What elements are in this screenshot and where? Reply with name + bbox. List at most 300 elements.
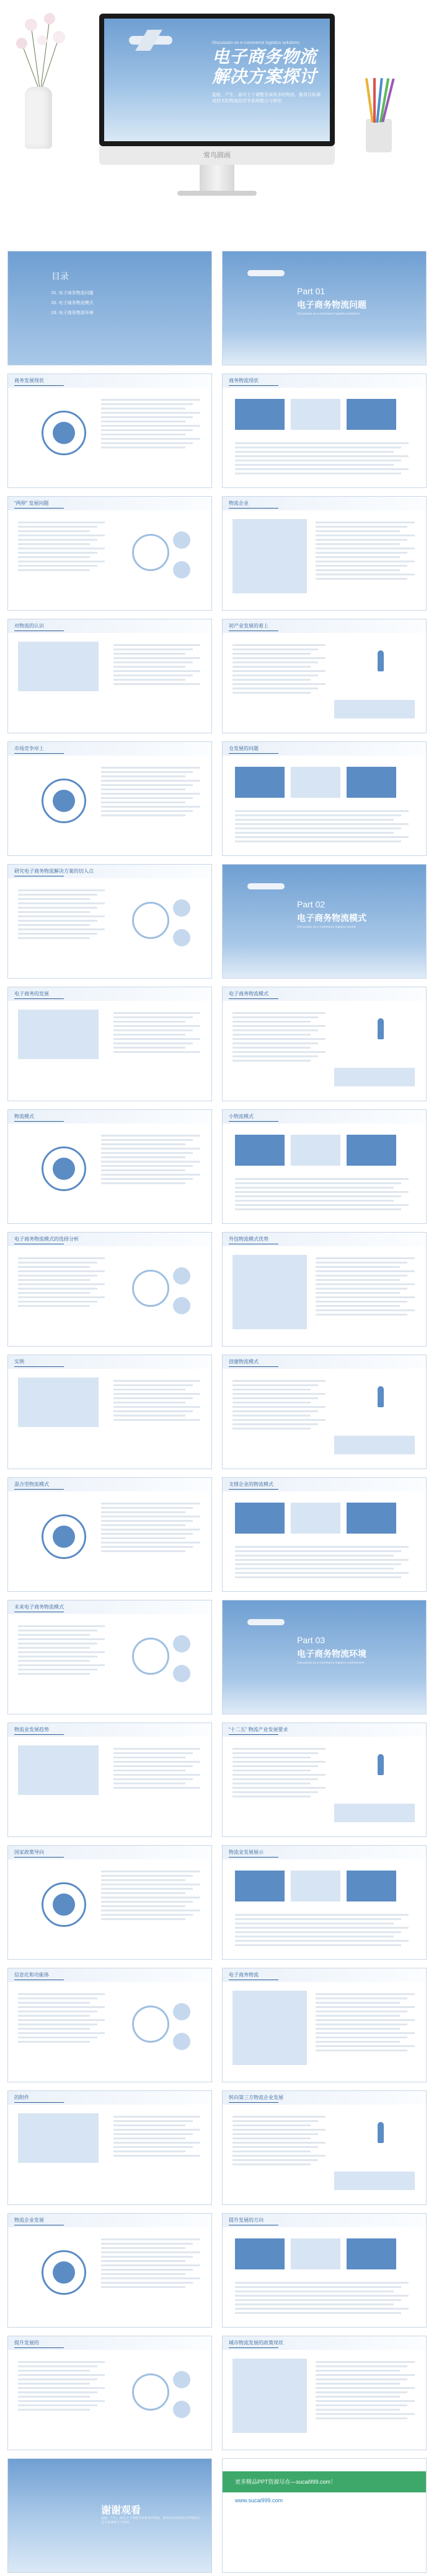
title-underline — [14, 998, 64, 999]
text-placeholder-line — [101, 1871, 200, 1872]
text-placeholder-line — [235, 810, 409, 812]
text-placeholder-line — [232, 670, 326, 672]
section-part-label: Part 03 — [297, 1635, 326, 1645]
text-placeholder-line — [113, 1038, 200, 1040]
section-part-label: Part 01 — [297, 286, 326, 296]
text-placeholder-line — [235, 473, 401, 474]
text-placeholder-line — [232, 2159, 318, 2161]
text-placeholder-line — [101, 806, 200, 808]
text-placeholder-line — [101, 1888, 193, 1890]
text-placeholder-line — [232, 1380, 326, 1382]
text-placeholder-line — [18, 2409, 90, 2411]
text-placeholder-line — [316, 2409, 400, 2411]
text-placeholder-line — [316, 1257, 415, 1259]
title-underline — [229, 998, 278, 999]
text-placeholder-line — [18, 2400, 105, 2402]
text-placeholder-line — [101, 412, 200, 414]
slide-title: 物流业发展展示 — [229, 1849, 264, 1855]
title-underline — [14, 1734, 64, 1735]
text-placeholder-line — [235, 464, 394, 466]
text-placeholder-line — [18, 898, 90, 900]
circle-diagram-node — [173, 2371, 190, 2388]
text-placeholder-line — [113, 1021, 185, 1023]
text-placeholder-line — [101, 1537, 185, 1539]
slide-thumbnail[interactable] — [7, 1968, 212, 2082]
text-placeholder-line — [316, 556, 400, 558]
text-placeholder-line — [232, 1016, 318, 1018]
text-placeholder-line — [113, 661, 193, 663]
hero-mockup — [0, 0, 434, 245]
slide-title: 混合型物流模式 — [14, 1482, 49, 1487]
text-placeholder-line — [113, 679, 185, 681]
text-placeholder-line — [235, 1195, 401, 1197]
text-placeholder-line — [316, 2011, 407, 2012]
slide-thumbnail[interactable] — [7, 1355, 212, 1469]
title-underline — [14, 1121, 64, 1122]
slide-title: 国家政策导向 — [14, 1849, 44, 1855]
text-placeholder-line — [316, 548, 415, 549]
slide-thumbnail[interactable] — [222, 1600, 427, 1714]
text-placeholder-line — [235, 1568, 394, 1570]
slide-thumbnail[interactable] — [7, 496, 212, 611]
cloud-decoration — [334, 2172, 415, 2190]
text-placeholder-line — [18, 2374, 105, 2376]
text-placeholder-line — [232, 2155, 326, 2157]
image-placeholder — [291, 767, 340, 798]
text-placeholder-line — [316, 2041, 400, 2043]
text-placeholder-line — [18, 1288, 97, 1290]
pencil-icon — [365, 78, 374, 123]
slide-thumbnail[interactable] — [7, 2090, 212, 2205]
text-placeholder-line — [101, 1165, 193, 1167]
text-placeholder-line — [316, 2378, 407, 2380]
text-placeholder-line — [18, 2011, 97, 2012]
text-placeholder-line — [232, 1393, 326, 1395]
text-placeholder-line — [316, 2037, 407, 2038]
text-placeholder-line — [101, 1892, 185, 1894]
text-placeholder-line — [101, 2251, 200, 2253]
circle-diagram-node — [53, 1893, 75, 1916]
hero-subtitle: Discussion on e-commerce logistics solutions — [212, 41, 299, 45]
slide-thumbnail[interactable] — [7, 251, 212, 365]
circle-diagram-node — [173, 1635, 190, 1653]
slide-thumbnail[interactable] — [7, 987, 212, 1101]
text-placeholder-line — [232, 1051, 326, 1053]
text-placeholder-line — [101, 1156, 185, 1158]
circle-diagram-node — [53, 422, 75, 444]
slide-thumbnail[interactable] — [222, 1355, 427, 1469]
text-placeholder-line — [316, 2024, 407, 2025]
text-placeholder-line — [232, 1025, 326, 1027]
text-placeholder-line — [232, 2142, 326, 2144]
text-placeholder-line — [232, 1761, 326, 1763]
slide-thumbnail[interactable] — [222, 373, 427, 488]
slide-thumbnail[interactable] — [7, 741, 212, 856]
text-placeholder-line — [18, 1656, 97, 1657]
text-placeholder-line — [316, 1314, 407, 1316]
image-placeholder — [347, 2238, 396, 2269]
text-placeholder-line — [235, 1191, 409, 1193]
text-placeholder-line — [316, 539, 407, 541]
text-placeholder-line — [113, 1042, 193, 1044]
text-placeholder-line — [113, 1752, 193, 1754]
text-placeholder-line — [101, 447, 185, 448]
text-placeholder-line — [113, 1783, 185, 1784]
slide-thumbnail[interactable] — [7, 373, 212, 488]
title-underline — [229, 1857, 278, 1858]
text-placeholder-line — [113, 1774, 200, 1776]
text-placeholder-line — [101, 1533, 193, 1535]
hero-title-line1: 电子商务物流 — [212, 47, 317, 66]
slide-title: 初产业发展的着上 — [229, 623, 268, 629]
text-placeholder-line — [235, 827, 401, 829]
text-placeholder-line — [235, 1918, 401, 1920]
cloud-decoration — [334, 1436, 415, 1454]
text-placeholder-line — [18, 1270, 105, 1272]
text-placeholder-line — [316, 2032, 415, 2034]
image-placeholder — [18, 642, 99, 691]
text-placeholder-line — [232, 1765, 318, 1767]
text-placeholder-line — [316, 2015, 400, 2017]
circle-diagram-node — [173, 531, 190, 549]
image-placeholder — [235, 1503, 285, 1534]
slide-thumbnail[interactable] — [7, 1722, 212, 1837]
text-placeholder-line — [18, 569, 90, 571]
text-placeholder-line — [235, 1208, 401, 1210]
flower-decoration — [12, 12, 68, 93]
slide-title: 物流企业 — [229, 500, 249, 506]
slide-title: 对物流的认识 — [14, 623, 44, 629]
slide-thumbnail[interactable] — [7, 2458, 212, 2573]
text-placeholder-line — [18, 1301, 97, 1303]
text-placeholder-line — [101, 771, 193, 773]
text-placeholder-line — [18, 552, 97, 554]
image-placeholder — [18, 1745, 99, 1795]
slide-title: 的附件 — [14, 2095, 29, 2100]
text-placeholder-line — [18, 2006, 105, 2008]
text-placeholder-line — [113, 666, 185, 668]
text-placeholder-line — [232, 1410, 318, 1412]
text-placeholder-line — [235, 460, 401, 461]
slide-thumbnail[interactable] — [7, 2213, 212, 2328]
text-placeholder-line — [113, 1415, 185, 1417]
slide-thumbnail[interactable] — [222, 1722, 427, 1837]
text-placeholder-line — [316, 1270, 415, 1272]
title-underline — [14, 1489, 64, 1490]
image-placeholder — [291, 1503, 340, 1534]
image-placeholder — [18, 2113, 99, 2163]
circle-diagram-node — [173, 561, 190, 579]
text-placeholder-line — [232, 1774, 326, 1776]
text-placeholder-line — [113, 2120, 193, 2122]
slide-title: “两停” 发展问题 — [14, 500, 49, 506]
text-placeholder-line — [113, 644, 200, 646]
slide-thumbnail[interactable] — [222, 496, 427, 611]
text-placeholder-line — [232, 2150, 311, 2152]
slide-title: 电子商务物流模式 — [229, 991, 268, 997]
text-placeholder-line — [232, 1042, 318, 1044]
text-placeholder-line — [316, 2002, 400, 2004]
text-placeholder-line — [316, 1292, 400, 1294]
slide-title: 信息化和功能体 — [14, 1972, 49, 1978]
slide-thumbnail[interactable] — [222, 1232, 427, 1347]
text-placeholder-line — [18, 937, 90, 939]
slide-title: 支撑企业的物流模式 — [229, 1482, 273, 1487]
text-placeholder-line — [101, 793, 200, 795]
circle-diagram-node — [132, 534, 169, 571]
text-placeholder-line — [113, 2124, 185, 2126]
text-placeholder-line — [18, 526, 97, 528]
text-placeholder-line — [232, 1012, 326, 1014]
text-placeholder-line — [113, 2133, 193, 2135]
text-placeholder-line — [235, 2290, 394, 2292]
text-placeholder-line — [101, 780, 200, 782]
text-placeholder-line — [316, 2404, 407, 2406]
text-placeholder-line — [101, 1143, 185, 1145]
text-placeholder-line — [18, 530, 90, 532]
text-placeholder-line — [18, 2387, 105, 2389]
text-placeholder-line — [101, 1550, 185, 1552]
slide-thumbnail[interactable] — [7, 1477, 212, 1592]
text-placeholder-line — [101, 1507, 193, 1509]
text-placeholder-line — [113, 1748, 200, 1750]
text-placeholder-line — [235, 1559, 409, 1561]
text-placeholder-line — [232, 2124, 311, 2126]
text-placeholder-line — [316, 1296, 415, 1298]
text-placeholder-line — [101, 2238, 200, 2240]
text-placeholder-line — [113, 2137, 185, 2139]
slide-title: 提升发展的 — [14, 2340, 39, 2346]
text-placeholder-line — [113, 2155, 200, 2157]
slide-title: 物流企业发展 — [14, 2217, 44, 2223]
text-placeholder-line — [235, 442, 409, 444]
text-placeholder-line — [18, 1296, 105, 1298]
text-placeholder-line — [101, 403, 193, 405]
text-placeholder-line — [316, 1283, 415, 1285]
text-placeholder-line — [18, 565, 97, 567]
title-underline — [14, 385, 64, 386]
text-placeholder-line — [18, 889, 105, 891]
slide-title: “十二五” 物流产业发展要求 — [229, 1727, 288, 1732]
text-placeholder-line — [235, 1576, 401, 1578]
text-placeholder-line — [18, 1266, 90, 1268]
text-placeholder-line — [18, 1669, 97, 1670]
slide-thumbnail[interactable] — [222, 1477, 427, 1592]
slide-thumbnail[interactable] — [222, 1845, 427, 1960]
monitor-chin: 常鸟圆画 — [99, 146, 335, 165]
text-placeholder-line — [113, 1029, 193, 1031]
title-underline — [14, 753, 64, 754]
image-placeholder — [235, 767, 285, 798]
text-placeholder-line — [232, 1423, 318, 1425]
title-underline — [14, 508, 64, 509]
section-subtitle: Discussion on e-commerce logistics model — [297, 925, 356, 929]
image-placeholder — [291, 1135, 340, 1166]
slide-title: 城市物流发展的政策现状 — [229, 2340, 283, 2346]
section-title: 电子商务物流环境 — [297, 1649, 366, 1659]
text-placeholder-line — [101, 1897, 200, 1898]
text-placeholder-line — [235, 2312, 401, 2314]
text-placeholder-line — [101, 416, 193, 418]
text-placeholder-line — [113, 1419, 200, 1421]
text-placeholder-line — [316, 526, 407, 528]
text-placeholder-line — [316, 1997, 407, 1999]
text-placeholder-line — [235, 2295, 409, 2297]
text-placeholder-line — [113, 1034, 185, 1036]
text-placeholder-line — [235, 836, 409, 838]
image-placeholder — [232, 2359, 307, 2433]
section-subtitle: Discussion on e-commerce logistics environment — [297, 1661, 365, 1665]
slide-thumbnail[interactable] — [7, 1600, 212, 1714]
rocket-icon — [378, 1386, 384, 1407]
text-placeholder-line — [101, 399, 200, 401]
slide-title: 研究电子商务物流解决方案的切入点 — [14, 868, 94, 874]
slide-thumbnail[interactable] — [222, 1109, 427, 1224]
slide-thumbnail[interactable] — [222, 2090, 427, 2205]
image-placeholder — [347, 399, 396, 430]
circle-diagram-node — [53, 1158, 75, 1180]
section-title: 电子商务物流问题 — [297, 300, 366, 310]
text-placeholder-line — [18, 535, 105, 536]
text-placeholder-line — [235, 814, 401, 816]
airplane-image — [129, 36, 172, 45]
text-placeholder-line — [18, 561, 105, 562]
text-placeholder-line — [316, 2370, 400, 2372]
text-placeholder-line — [101, 1169, 185, 1171]
text-placeholder-line — [235, 1555, 394, 1557]
monitor-frame — [99, 14, 335, 146]
text-placeholder-line — [101, 810, 193, 812]
text-placeholder-line — [316, 2050, 407, 2051]
text-placeholder-line — [101, 2277, 200, 2279]
text-placeholder-line — [235, 1572, 409, 1574]
text-placeholder-line — [101, 1524, 185, 1526]
cloud-decoration — [334, 1068, 415, 1086]
image-placeholder — [347, 1503, 396, 1534]
text-placeholder-line — [18, 911, 90, 913]
image-placeholder — [235, 1135, 285, 1166]
slide-title: 电子商务物流模式的选择分析 — [14, 1236, 79, 1242]
slide-thumbnail[interactable] — [7, 1109, 212, 1224]
slide-title: 商务物流现状 — [229, 378, 259, 383]
text-placeholder-line — [101, 1174, 200, 1176]
text-placeholder-line — [18, 2028, 90, 2030]
text-placeholder-line — [316, 552, 407, 554]
text-placeholder-line — [316, 1279, 400, 1281]
hero-title-line2: 解决方案探讨 — [212, 67, 317, 86]
slide-thumbnail[interactable] — [7, 2336, 212, 2450]
slide-thumbnail[interactable] — [222, 987, 427, 1101]
text-placeholder-line — [113, 1410, 193, 1412]
text-placeholder-line — [232, 1791, 318, 1793]
text-placeholder-line — [18, 1275, 97, 1277]
text-placeholder-line — [18, 907, 97, 909]
pencil-icon — [373, 78, 376, 123]
slide-thumbnail[interactable] — [7, 619, 212, 733]
slide-thumbnail[interactable] — [222, 2336, 427, 2450]
text-placeholder-line — [235, 2286, 401, 2288]
text-placeholder-line — [18, 2037, 97, 2038]
text-placeholder-line — [18, 2404, 97, 2406]
text-placeholder-line — [18, 2024, 97, 2025]
text-placeholder-line — [316, 2387, 415, 2389]
text-placeholder-line — [18, 928, 105, 930]
text-placeholder-line — [101, 2260, 185, 2262]
text-placeholder-line — [235, 1550, 401, 1552]
title-underline — [229, 753, 278, 754]
slide-thumbnail[interactable] — [222, 2213, 427, 2328]
slide-thumbnail[interactable] — [222, 251, 427, 365]
rocket-icon — [378, 650, 384, 671]
image-placeholder — [232, 1255, 307, 1329]
text-placeholder-line — [316, 2413, 415, 2415]
slide-thumbnail[interactable] — [7, 864, 212, 979]
slide-title: 未来电子商务物流模式 — [14, 1604, 64, 1610]
vase — [25, 87, 52, 149]
section-title: 电子商务物流模式 — [297, 913, 366, 923]
airplane-image — [247, 270, 285, 276]
text-placeholder-line — [101, 797, 193, 799]
toc-item: 01. 电子商务物流问题 — [51, 291, 94, 295]
text-placeholder-line — [232, 1419, 326, 1421]
promo-url[interactable]: www.sucai999.com — [235, 2497, 283, 2504]
text-placeholder-line — [101, 2286, 185, 2288]
text-placeholder-line — [113, 1016, 193, 1018]
slide-thumbnail[interactable] — [222, 1968, 427, 2082]
slide-thumbnail[interactable] — [7, 1845, 212, 1960]
monitor-screen — [104, 19, 330, 141]
closing-title: 谢谢观看 — [101, 2505, 141, 2516]
text-placeholder-line — [18, 1634, 90, 1636]
text-placeholder-line — [113, 2146, 193, 2148]
text-placeholder-line — [235, 2303, 394, 2305]
slide-thumbnail[interactable] — [222, 741, 427, 856]
slide-thumbnail[interactable] — [222, 619, 427, 733]
circle-diagram-node — [173, 1267, 190, 1285]
text-placeholder-line — [18, 915, 105, 917]
pencil-cup — [366, 119, 392, 152]
text-placeholder-line — [101, 1875, 193, 1877]
text-placeholder-line — [232, 666, 311, 668]
slide-thumbnail[interactable] — [7, 1232, 212, 1347]
text-placeholder-line — [101, 429, 193, 431]
text-placeholder-line — [235, 1182, 401, 1184]
text-placeholder-line — [235, 447, 401, 448]
circle-diagram-node — [173, 929, 190, 946]
slide-thumbnail[interactable] — [222, 2458, 427, 2573]
text-placeholder-line — [18, 556, 90, 558]
text-placeholder-line — [232, 1384, 318, 1386]
toc-item: 03. 电子商务物流环境 — [51, 311, 94, 315]
circle-diagram-node — [53, 2261, 75, 2284]
text-placeholder-line — [18, 2365, 97, 2367]
circle-diagram-node — [53, 1526, 75, 1548]
text-placeholder-line — [235, 1923, 394, 1924]
text-placeholder-line — [232, 1402, 311, 1404]
slide-thumbnail[interactable] — [222, 864, 427, 979]
slide-title: 外包物流模式优势 — [229, 1236, 268, 1242]
text-placeholder-line — [316, 1993, 415, 1995]
text-placeholder-line — [101, 438, 200, 440]
text-placeholder-line — [235, 1936, 394, 1937]
text-placeholder-line — [18, 2378, 97, 2380]
text-placeholder-line — [101, 1918, 185, 1920]
text-placeholder-line — [18, 2002, 90, 2004]
text-placeholder-line — [232, 1060, 311, 1062]
slide-title: 仓发展的问题 — [229, 746, 259, 751]
text-placeholder-line — [101, 788, 185, 790]
text-placeholder-line — [235, 819, 394, 821]
